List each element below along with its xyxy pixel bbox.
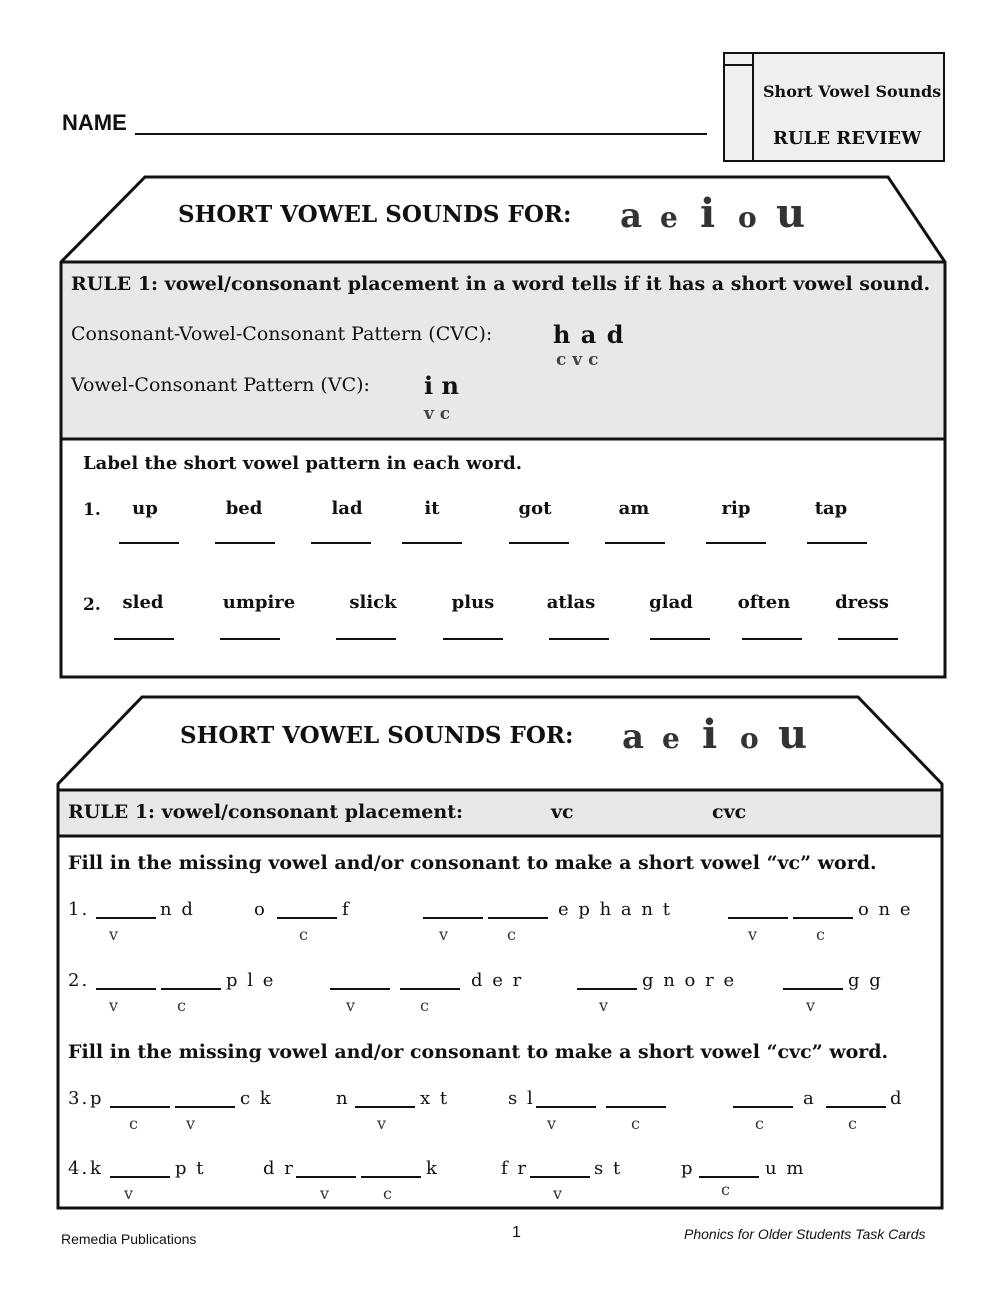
vowel-e: e	[662, 722, 680, 755]
vowel-mark: v	[346, 996, 356, 1015]
page-number: 1	[512, 1224, 521, 1241]
box-title: Short Vowel Sounds	[763, 82, 942, 101]
word-bed: bed	[225, 498, 263, 519]
answer-blank[interactable]	[96, 917, 156, 919]
word-fragment: c k	[240, 1088, 273, 1109]
answer-blank[interactable]	[530, 1176, 590, 1178]
answer-blank[interactable]	[728, 917, 788, 919]
cvc-marks: c v c	[556, 350, 599, 370]
answer-blank[interactable]	[110, 1176, 170, 1178]
vowel-mark: v	[553, 1184, 563, 1203]
answer-blank[interactable]	[277, 917, 337, 919]
vc-instruction: Fill in the missing vowel and/or consonant to make a short vowel “vc” word.	[68, 852, 877, 874]
vc-marks: v c	[424, 404, 451, 424]
word-fragment: n d	[160, 899, 195, 920]
word-fragment: o	[254, 899, 267, 920]
publisher: Remedia Publications	[61, 1231, 197, 1247]
answer-blank[interactable]	[119, 542, 179, 544]
word-dress: dress	[835, 592, 889, 613]
word-tap: tap	[814, 498, 848, 519]
word-umpire: umpire	[222, 592, 296, 613]
consonant-mark: c	[299, 925, 308, 944]
answer-blank[interactable]	[536, 1106, 596, 1108]
vc-label: Vowel-Consonant Pattern (VC):	[71, 374, 370, 396]
name-label: NAME	[62, 110, 127, 135]
word-rip: rip	[721, 498, 751, 519]
item-number: 2.	[68, 970, 90, 991]
answer-blank[interactable]	[783, 988, 843, 990]
answer-blank[interactable]	[549, 638, 609, 640]
box-subtitle: RULE REVIEW	[773, 128, 922, 149]
word-it: it	[424, 498, 440, 519]
word-fragment: f	[342, 899, 351, 920]
vowel-mark: v	[547, 1114, 557, 1133]
card2-vowels	[622, 711, 807, 758]
rule-cvc: cvc	[712, 801, 747, 823]
vowel-o: o	[740, 722, 759, 755]
answer-blank[interactable]	[807, 542, 867, 544]
answer-blank[interactable]	[96, 988, 156, 990]
word-got: got	[518, 498, 552, 519]
word-am: am	[618, 498, 650, 519]
word-fragment: d	[890, 1088, 904, 1109]
word-glad: glad	[649, 592, 693, 613]
word-fragment: x t	[420, 1088, 450, 1109]
series-title: Phonics for Older Students Task Cards	[684, 1226, 926, 1242]
word-fragment: p	[90, 1088, 104, 1109]
consonant-mark: c	[383, 1184, 392, 1203]
answer-blank[interactable]	[336, 638, 396, 640]
consonant-mark: c	[721, 1180, 730, 1199]
word-fragment: n	[336, 1088, 350, 1109]
answer-blank[interactable]	[355, 1106, 415, 1108]
word-plus: plus	[451, 592, 495, 613]
word-fragment: a	[803, 1088, 816, 1109]
answer-blank[interactable]	[110, 1106, 170, 1108]
card2-rule: RULE 1: vowel/consonant placement:	[68, 801, 464, 823]
word-fragment: u m	[765, 1158, 806, 1179]
answer-blank[interactable]	[606, 1106, 666, 1108]
answer-blank[interactable]	[605, 542, 665, 544]
answer-blank[interactable]	[826, 1106, 886, 1108]
consonant-mark: c	[755, 1114, 764, 1133]
consonant-mark: c	[507, 925, 516, 944]
vowel-mark: v	[124, 1184, 134, 1203]
answer-blank[interactable]	[706, 542, 766, 544]
word-often: often	[737, 592, 791, 613]
vowel-u: u	[776, 190, 806, 237]
vowel-i: i	[700, 190, 716, 237]
vowel-mark: v	[186, 1114, 196, 1133]
vowel-mark: v	[320, 1184, 330, 1203]
word-fragment: d r	[263, 1158, 295, 1179]
answer-blank[interactable]	[296, 1176, 356, 1178]
item-number: 3.	[68, 1088, 90, 1109]
answer-blank[interactable]	[577, 988, 637, 990]
vowel-mark: v	[748, 925, 758, 944]
item-number: 4.	[68, 1158, 90, 1179]
answer-blank[interactable]	[838, 638, 898, 640]
answer-blank[interactable]	[650, 638, 710, 640]
answer-blank[interactable]	[733, 1106, 793, 1108]
consonant-mark: c	[816, 925, 825, 944]
word-atlas: atlas	[546, 592, 596, 613]
vowel-mark: v	[109, 996, 119, 1015]
word-up: up	[132, 498, 158, 519]
answer-blank[interactable]	[161, 988, 221, 990]
vowel-u: u	[778, 711, 808, 758]
consonant-mark: c	[420, 996, 429, 1015]
word-fragment: p t	[175, 1158, 206, 1179]
cvc-example: h a d	[553, 320, 625, 349]
vowel-mark: v	[439, 925, 449, 944]
consonant-mark: c	[848, 1114, 857, 1133]
answer-blank[interactable]	[742, 638, 802, 640]
answer-blank[interactable]	[699, 1176, 759, 1178]
word-fragment: k	[426, 1158, 439, 1179]
answer-blank[interactable]	[443, 638, 503, 640]
vowel-a: a	[620, 196, 643, 236]
card1-instruction: Label the short vowel pattern in each word.	[83, 453, 523, 474]
word-fragment: p	[681, 1158, 695, 1179]
vowel-i: i	[702, 711, 718, 758]
answer-blank[interactable]	[215, 542, 275, 544]
word-fragment: o n e	[858, 899, 913, 920]
vowel-e: e	[660, 201, 678, 234]
consonant-mark: c	[129, 1114, 138, 1133]
answer-blank[interactable]	[361, 1176, 421, 1178]
word-fragment: s t	[594, 1158, 623, 1179]
consonant-mark: c	[177, 996, 186, 1015]
answer-blank[interactable]	[402, 542, 462, 544]
answer-blank[interactable]	[114, 638, 174, 640]
vowel-mark: v	[109, 925, 119, 944]
cvc-instruction: Fill in the missing vowel and/or consonant to make a short vowel “cvc” word.	[68, 1041, 889, 1063]
answer-blank[interactable]	[509, 542, 569, 544]
vc-example: i n	[424, 371, 459, 400]
word-lad: lad	[331, 498, 363, 519]
card1-rule: RULE 1: vowel/consonant placement in a word tells if it has a short vowel sound.	[71, 273, 931, 295]
card2-heading: SHORT VOWEL SOUNDS FOR:	[180, 722, 574, 749]
answer-blank[interactable]	[488, 917, 548, 919]
word-fragment: k	[90, 1158, 103, 1179]
vowel-mark: v	[806, 996, 816, 1015]
card1-vowels	[620, 190, 805, 237]
vowel-o: o	[738, 201, 757, 234]
answer-blank[interactable]	[311, 542, 371, 544]
cvc-label: Consonant-Vowel-Consonant Pattern (CVC):	[71, 323, 493, 345]
answer-blank[interactable]	[220, 638, 280, 640]
word-fragment: p l e	[226, 970, 276, 991]
word-fragment: d e r	[471, 970, 524, 991]
word-fragment: s l	[508, 1088, 535, 1109]
rule-vc: vc	[551, 801, 574, 823]
consonant-mark: c	[631, 1114, 640, 1133]
vowel-a: a	[622, 717, 645, 757]
vowel-mark: v	[377, 1114, 387, 1133]
row1-number: 1.	[83, 500, 101, 520]
answer-blank[interactable]	[330, 988, 390, 990]
word-sled: sled	[122, 592, 164, 613]
row2-number: 2.	[83, 595, 101, 615]
word-fragment: e p h a n t	[558, 899, 672, 920]
item-number: 1.	[68, 899, 90, 920]
answer-blank[interactable]	[175, 1106, 235, 1108]
answer-blank[interactable]	[793, 917, 853, 919]
answer-blank[interactable]	[400, 988, 460, 990]
vowel-mark: v	[599, 996, 609, 1015]
answer-blank[interactable]	[423, 917, 483, 919]
word-fragment: g n o r e	[642, 970, 737, 991]
word-slick: slick	[349, 592, 397, 613]
word-fragment: g g	[848, 970, 883, 991]
word-fragment: f r	[501, 1158, 528, 1179]
card1-heading: SHORT VOWEL SOUNDS FOR:	[178, 201, 572, 228]
